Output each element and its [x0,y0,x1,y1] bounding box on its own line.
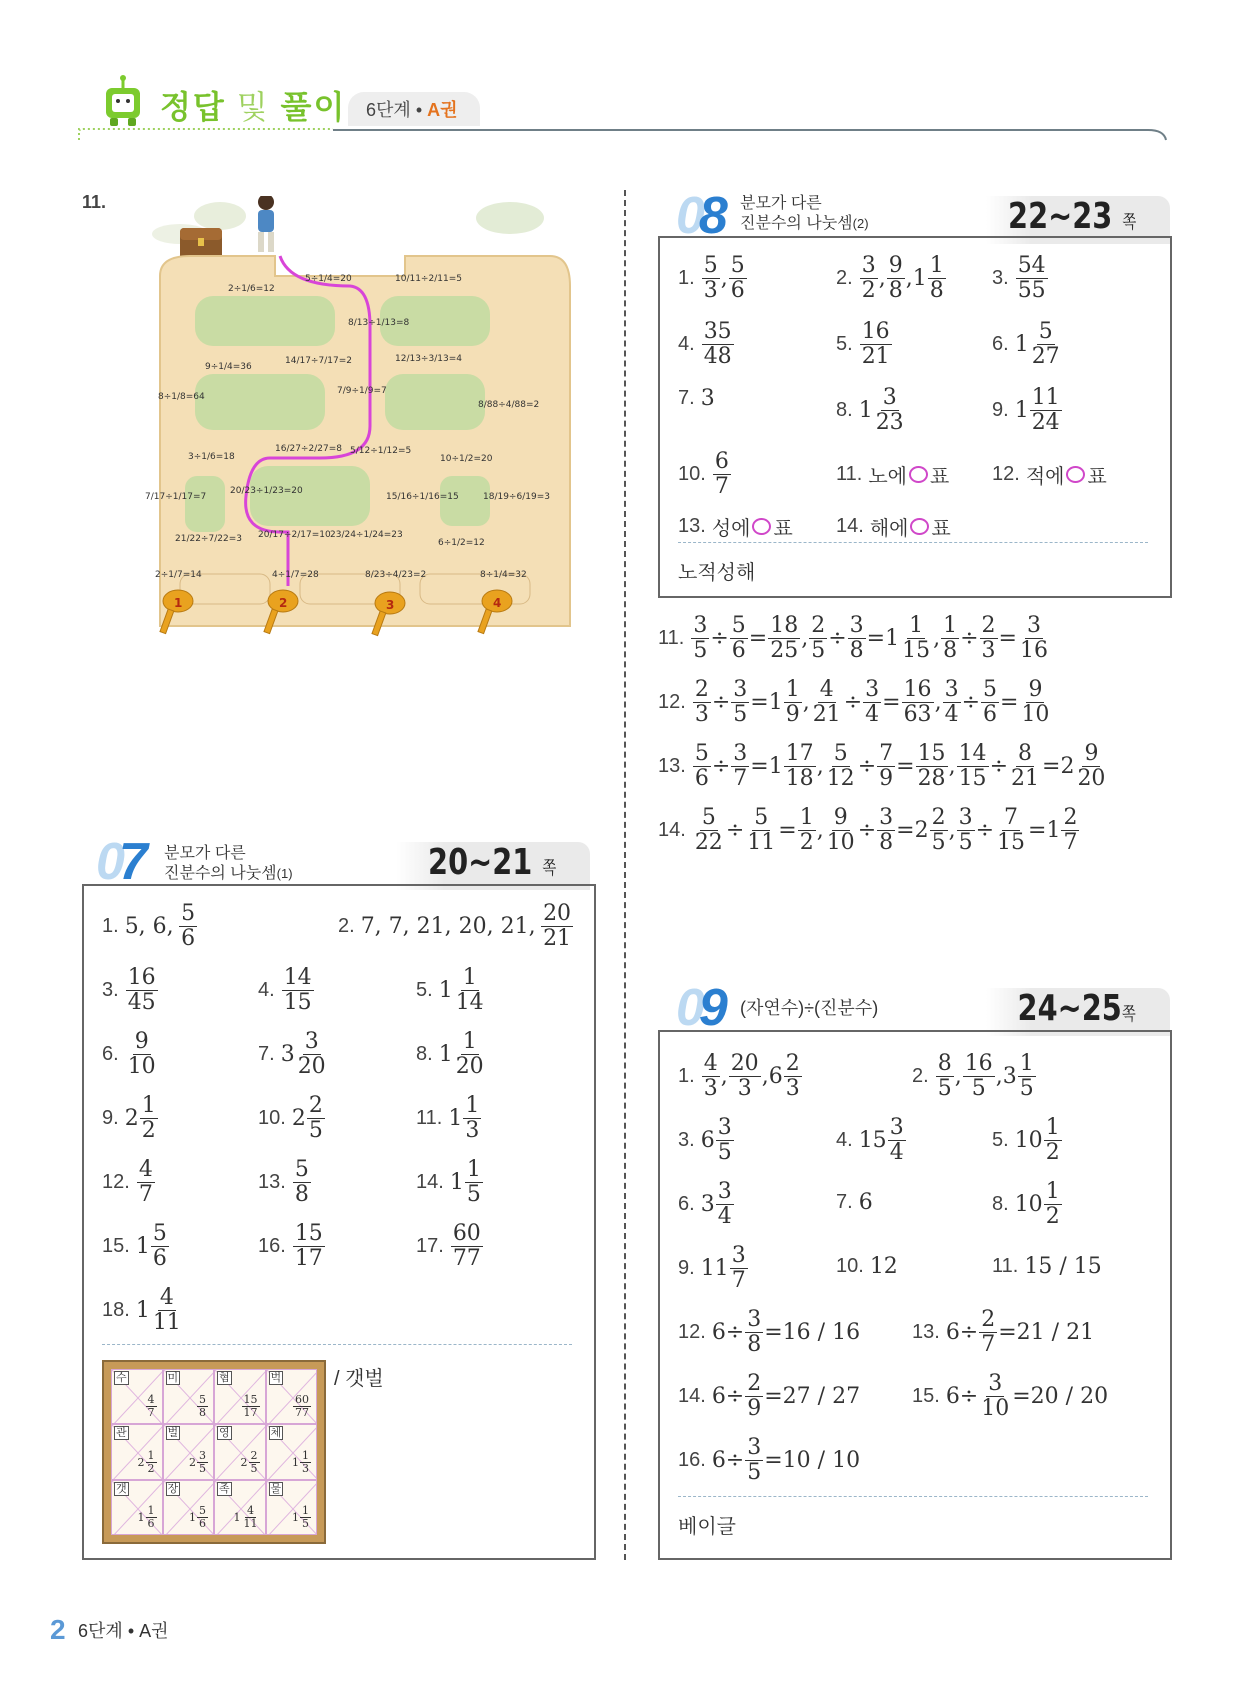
answer-item: 1. $\frac{4}{3}$ , $\frac{20}{3}$ , 6 $\frac{2}{3}$ [678,1051,800,1101]
puzzle-cell [111,1424,163,1479]
cell-value: 2 $\frac{3}{5}$ [189,1448,206,1475]
key-label: 4 [493,596,502,610]
cell-letter: 물 [270,1482,282,1495]
cell-value: 2 $\frac{2}{5}$ [240,1448,258,1475]
equation-row: 14. $\frac{5}{22}$ ÷ $\frac{5}{11}$ = $\frac{1}{2}$ , $\frac{9}{10}$ ÷ $\frac{3}{8}$ = 2 $\frac{2}{5}$ , $\frac{3}{5}$ ÷ $\frac{7}{15}$ = 1 $\frac{2}{7}$ [658,805,1078,855]
answer-item: 6. 3 $\frac{3}{4}$ [678,1179,732,1229]
maze-label: 8÷1/4=32 [480,570,527,580]
section-title: 분모가 다른 진분수의 나눗셈(2) [740,195,869,232]
puzzle-cell [214,1424,266,1479]
maze-illustration [145,196,580,696]
section-number: 08 [676,187,722,245]
circle-mark-icon [909,466,928,483]
equation-row: 11. $\frac{3}{5}$ ÷ $\frac{5}{6}$ = $\frac{18}{25}$ , $\frac{2}{5}$ ÷ $\frac{3}{8}$ = 1 $\frac{1}{15}$ , $\frac{1}{8}$ ÷ $\frac{2}{3}$ = $\frac{3}{16}$ [658,613,1048,663]
cell-value: 1 $\frac{4}{11}$ [233,1503,258,1530]
page-title: 정답 및 풀이 [160,89,347,125]
section-pages: 22~23 쪽 [1007,196,1136,237]
key-label: 1 [174,596,183,610]
section-pages: 24~25쪽 [1017,988,1136,1029]
section-number: 09 [676,979,722,1037]
answer-item: 8. 1 $\frac{1}{20}$ [416,1029,484,1079]
maze-label: 10/11÷2/11=5 [395,274,462,284]
answer-item: 3. $\frac{54}{55}$ [992,253,1046,303]
puzzle-cell [266,1369,318,1424]
circle-mark-icon [910,518,929,535]
answer-item: 9. 1 $\frac{11}{24}$ [992,385,1060,435]
answer-item: 13. 6÷ $\frac{2}{7}$ =21 / 21 [912,1307,1095,1357]
cell-value: 1 $\frac{1}{3}$ [292,1448,309,1475]
answer-item: 9. 2 $\frac{1}{2}$ [102,1093,156,1143]
answer-item: 7. 3 $\frac{3}{20}$ [258,1029,326,1079]
page-number: 2 [50,1614,66,1645]
section-number: 07 [96,833,142,891]
answer-item: 11. 15 / 15 [992,1254,1102,1279]
maze-label: 20/17÷2/17=10 [258,530,331,540]
maze-label: 10÷1/2=20 [440,454,493,464]
cell-letter: 수 [116,1372,127,1384]
answer-item: 4. $\frac{35}{48}$ [678,319,732,369]
puzzle-cell [214,1480,266,1535]
puzzle-cell [163,1424,215,1479]
footer-label: 6단계 • A권 [78,1621,169,1641]
code-word: 베이글 [678,1516,736,1538]
maze-label: 5/12÷1/12=5 [350,446,412,456]
answer-item: 4. 15 $\frac{3}{4}$ [836,1115,904,1165]
answer-item: 1. $\frac{5}{3}$ , $\frac{5}{6}$ [678,253,745,303]
maze-label: 2÷1/6=12 [228,284,275,294]
answer-item: 11. 1 $\frac{1}{3}$ [416,1093,480,1143]
answer-item: 16. $\frac{15}{17}$ [258,1221,323,1271]
answer-item: 4. $\frac{14}{15}$ [258,965,312,1015]
answer-item: 1. 5, 6, $\frac{5}{6}$ [102,901,196,951]
cell-value: $\frac{15}{17}$ [243,1393,258,1420]
answer-item: 2. 7, 7, 21, 20, 21, $\frac{20}{21}$ [338,901,572,951]
answer-item: 13. 성에 표 [678,515,793,540]
answer-item: 3. $\frac{16}{45}$ [102,965,156,1015]
maze-label: 7/9÷1/9=7 [337,386,387,396]
cell-value: 1 $\frac{1}{5}$ [292,1503,309,1530]
answer-item: 7. 6 [836,1190,873,1215]
answer-item: 10. $\frac{6}{7}$ [678,449,729,499]
book-mascot-icon [102,74,144,128]
cell-letter: 혐 [219,1372,230,1384]
answer-item: 14. 1 $\frac{1}{5}$ [416,1157,481,1207]
answer-item: 12. 적에 표 [992,463,1107,488]
maze-label: 8/23÷4/23=2 [365,570,427,580]
cell-letter: 벌 [167,1427,179,1440]
answer-item: 5. 1 $\frac{1}{14}$ [416,965,484,1015]
answer-item: 3. 6 $\frac{3}{5}$ [678,1115,732,1165]
answer-item: 12. 6÷ $\frac{3}{8}$ =16 / 16 [678,1307,861,1357]
maze-label: 8÷1/8=64 [158,392,205,402]
maze-label: 21/22÷7/22=3 [175,534,242,544]
puzzle-cell [266,1424,318,1479]
dashed-separator [678,542,1148,543]
maze-label: 8/88÷4/88=2 [478,400,540,410]
section-pages: 20~21 쪽 [427,842,556,883]
puzzle-cell [163,1480,215,1535]
maze-label: 2÷1/7=14 [155,570,202,580]
maze-label: 8/13÷1/13=8 [348,318,410,328]
maze-label: 15/16÷1/16=15 [386,492,459,502]
answer-item: 17. $\frac{60}{77}$ [416,1221,481,1271]
answer-item: 8. 1 $\frac{3}{23}$ [836,385,904,435]
key-label: 3 [386,598,395,612]
question-11-label: 11. [82,192,107,212]
answer-item: 9. 11 $\frac{3}{7}$ [678,1243,746,1293]
circle-mark-icon [752,518,771,535]
section-title: (자연수)÷(진분수) [740,998,879,1018]
cell-value: $\frac{4}{7}$ [147,1393,155,1420]
puzzle-cell [214,1369,266,1424]
equation-row: 13. $\frac{5}{6}$ ÷ $\frac{3}{7}$ = 1 $\frac{17}{18}$ , $\frac{5}{12}$ ÷ $\frac{7}{9}$ = $\frac{15}{28}$ , $\frac{14}{15}$ ÷ $\frac{8}{21}$ = 2 $\frac{9}{20}$ [658,741,1106,791]
answer-item: 10. 12 [836,1254,898,1279]
maze-label: 14/17÷7/17=2 [285,356,352,366]
page-header [78,60,1168,150]
cell-letter: 체 [270,1427,282,1440]
answer-item: 6. 1 $\frac{5}{27}$ [992,319,1060,369]
maze-label: 5÷1/4=20 [305,274,352,284]
answer-item: 5. $\frac{16}{21}$ [836,319,890,369]
cell-value: $\frac{60}{77}$ [295,1393,309,1420]
maze-label: 7/17÷1/17=7 [145,492,207,502]
maze-label: 3÷1/6=18 [188,452,235,462]
answer-item: 5. 10 $\frac{1}{2}$ [992,1115,1060,1165]
maze-label: 18/19÷6/19=3 [483,492,550,502]
maze-label: 16/27÷2/27=8 [275,444,342,454]
answer-item: 18. 1 $\frac{4}{11}$ [102,1285,181,1335]
puzzle-cell [163,1369,215,1424]
dashed-separator [678,1496,1148,1497]
puzzle-cell [111,1369,163,1424]
cell-value: $\frac{5}{8}$ [199,1393,206,1420]
answer-item: 6. $\frac{9}{10}$ [102,1029,156,1079]
answer-item: 11. 노에 표 [836,463,950,488]
puzzle-answer: / 갯벌 [334,1368,384,1390]
answer-item: 8. 10 $\frac{1}{2}$ [992,1179,1060,1229]
dashed-separator [102,1344,572,1345]
cell-letter: 갯 [116,1482,127,1495]
puzzle-cell [111,1480,163,1535]
key-label: 2 [279,596,288,610]
cell-value: 2 $\frac{1}{2}$ [137,1448,155,1475]
code-word: 노적성해 [678,562,756,584]
answer-item: 2. $\frac{3}{2}$ , $\frac{9}{8}$ , 1 $\frac{1}{8}$ [836,253,944,303]
cell-letter: 관 [116,1427,127,1440]
answer-item: 14. 해에 표 [836,515,951,540]
maze-label: 20/23÷1/23=20 [230,486,303,496]
header-rule [78,128,1168,142]
cell-value: 1 $\frac{5}{6}$ [189,1503,206,1530]
answer-item: 14. 6÷ $\frac{2}{9}$ =27 / 27 [678,1371,861,1421]
cell-letter: 미 [167,1372,179,1384]
answer-item: 12. $\frac{4}{7}$ [102,1157,153,1207]
cell-value: 1 $\frac{1}{6}$ [137,1503,155,1530]
maze-label: 23/24÷1/24=23 [330,530,403,540]
cell-letter: 족 [219,1482,230,1495]
answer-item: 2. $\frac{8}{5}$ , $\frac{16}{5}$ , 3 $\frac{1}{5}$ [912,1051,1034,1101]
column-divider [624,190,626,1560]
answer-item: 15. 6÷ $\frac{3}{10}$ =20 / 20 [912,1371,1109,1421]
answer-item: 10. 2 $\frac{2}{5}$ [258,1093,323,1143]
puzzle-cell [266,1480,318,1535]
word-puzzle-grid [102,1360,326,1544]
equation-row: 12. $\frac{2}{3}$ ÷ $\frac{3}{5}$ = 1 $\frac{1}{9}$ , $\frac{4}{21}$ ÷ $\frac{3}{4}$ = $\frac{16}{63}$ , $\frac{3}{4}$ ÷ $\frac{5}{6}$ = $\frac{9}{10}$ [658,677,1050,727]
maze-label: 4÷1/7=28 [272,570,319,580]
maze-label: 12/13÷3/13=4 [395,354,462,364]
answer-item: 15. 1 $\frac{5}{6}$ [102,1221,167,1271]
answer-item: 16. 6÷ $\frac{3}{5}$ =10 / 10 [678,1435,861,1485]
answer-item: 13. $\frac{5}{8}$ [258,1157,309,1207]
circle-mark-icon [1066,466,1085,483]
cell-letter: 벅 [270,1372,282,1384]
maze-label: 9÷1/4=36 [205,362,252,372]
answer-item: 7. 3 [678,386,715,411]
cell-letter: 영 [219,1427,230,1440]
cell-letter: 장 [167,1482,179,1495]
level-tab: 6단계 • A권 [348,92,480,126]
page-footer [50,1614,169,1646]
maze-label: 6÷1/2=12 [438,538,485,548]
section-title: 분모가 다른 진분수의 나눗셈(1) [164,845,293,882]
